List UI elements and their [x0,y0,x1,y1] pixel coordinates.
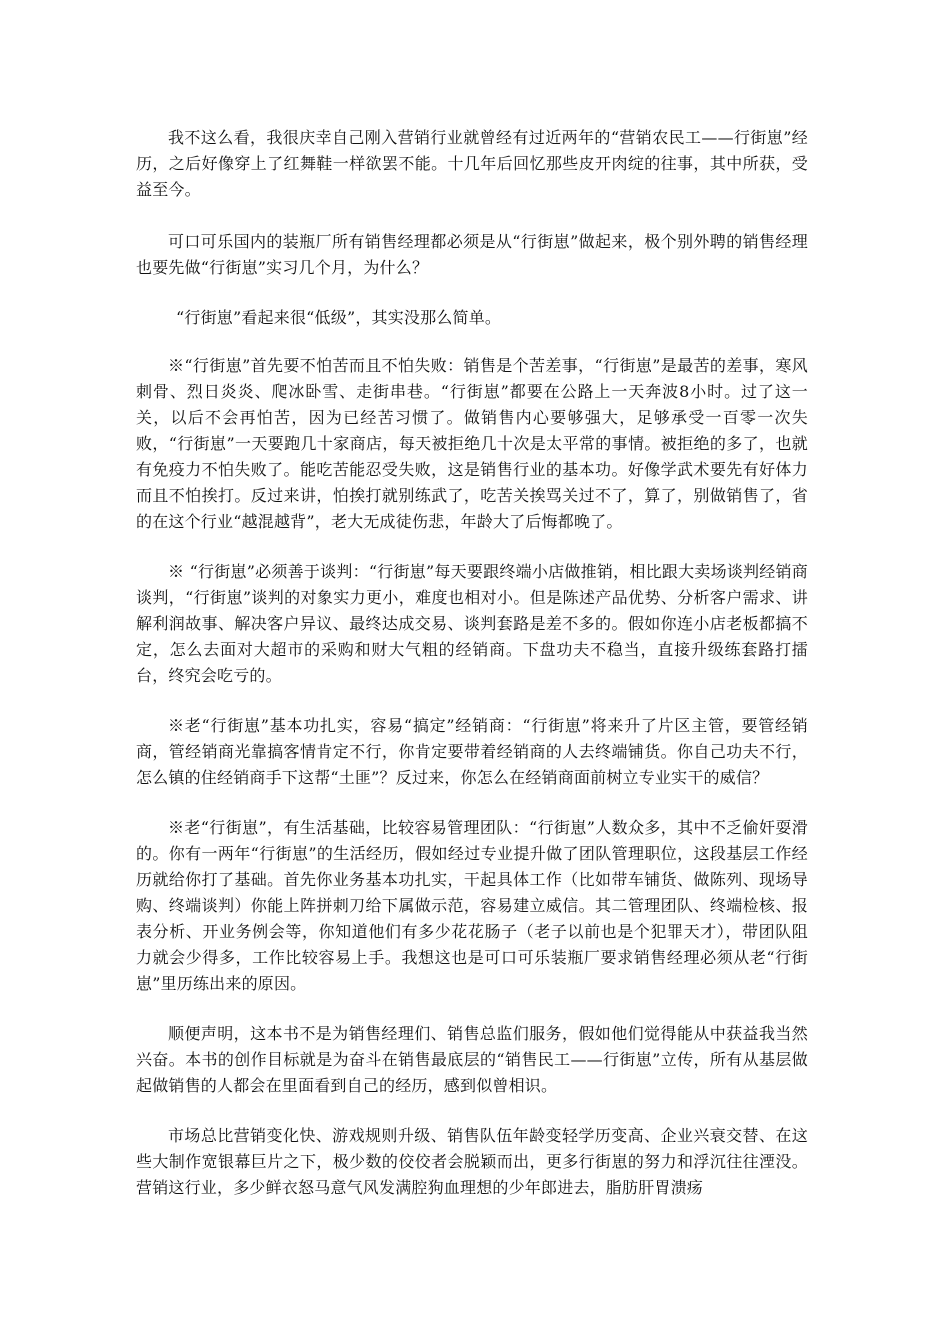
paragraph: ※老“行街崽”，有生活基础，比较容易管理团队：“行街崽”人数众多，其中不乏偷奸耍滑的。你有一两年“行街崽”的生活经历，假如经过专业提升做了团队管理职位，这段基层工作经历就给你打了基础。首先你业务基本功扎实，干起具体工作（比如带车铺货、做陈列、现场导购、终端谈判）你能上阵拼刺刀给下属做示范，容易建立威信。其二管理团队、终端检核、报表分析、开业务例会等，你知道他们有多少花花肠子（老子以前也是个犯罪天才），带团队阻力就会少得多，工作比较容易上手。我想这也是可口可乐装瓶厂要求销售经理必须从老“行街崽”里历练出来的原因。 [136,818,808,993]
paragraph: ※老“行街崽”基本功扎实，容易“搞定”经销商：“行街崽”将来升了片区主管，要管经销商，管经销商光靠搞客情肯定不行，你肯定要带着经销商的人去终端铺货。你自己功夫不行，怎么镇的住经销商手下这帮“土匪”？反过来，你怎么在经销商面前树立专业实干的威信？ [136,716,808,787]
paragraph: “行街崽”看起来很“低级”，其实没那么简单。 [176,308,502,327]
paragraph: ※“行街崽”首先要不怕苦而且不怕失败：销售是个苦差事，“行街崽”是最苦的差事，寒风刺骨、烈日炎炎、爬冰卧雪、走街串巷。“行街崽”都要在公路上一天奔波8小时。过了这一关，以后不会再怕苦，因为已经苦习惯了。做销售内心要够强大，足够承受一百零一次失败，“行街崽”一天要跑几十家商店，每天被拒绝几十次是太平常的事情。被拒绝的多了，也就有免疫力不怕失败了。能吃苦能忍受失败，这是销售行业的基本功。好像学武术要先有好体力而且不怕挨打。反过来讲，怕挨打就别练武了，吃苦关挨骂关过不了，算了，别做销售了，省的在这个行业“越混越背”，老大无成徒伤悲，年龄大了后悔都晚了。 [136,356,808,531]
document-body [136,125,808,1201]
paragraph: 市场总比营销变化快、游戏规则升级、销售队伍年龄变轻学历变高、企业兴衰交替、在这些大制作宽银幕巨片之下，极少数的佼佼者会脱颖而出，更多行街崽的努力和浮沉往往湮没。营销这行业，多少鲜衣怒马意气风发满腔狗血理想的少年郎进去，脂肪肝胃溃疡 [136,1126,808,1197]
paragraph: 我不这么看，我很庆幸自己刚入营销行业就曾经有过近两年的“营销农民工——行街崽”经历，之后好像穿上了红舞鞋一样欲罢不能。十几年后回忆那些皮开肉绽的往事，其中所获，受益至今。 [136,128,808,199]
paragraph: 顺便声明，这本书不是为销售经理们、销售总监们服务，假如他们觉得能从中获益我当然兴奋。本书的创作目标就是为奋斗在销售最底层的“销售民工——行街崽”立传，所有从基层做起做销售的人都会在里面看到自己的经历，感到似曾相识。 [136,1024,808,1095]
paragraph: 可口可乐国内的装瓶厂所有销售经理都必须是从“行街崽”做起来，极个别外聘的销售经理也要先做“行街崽”实习几个月，为什么？ [136,232,808,277]
paragraph: ※ “行街崽”必须善于谈判：“行街崽”每天要跟终端小店做推销，相比跟大卖场谈判经销商谈判，“行街崽”谈判的对象实力更小，难度也相对小。但是陈述产品优势、分析客户需求、讲解利润故事、解决客户异议、最终达成交易、谈判套路是差不多的。假如你连小店老板都搞不定，怎么去面对大超市的采购和财大气粗的经销商。下盘功夫不稳当，直接升级练套路打擂台，终究会吃亏的。 [136,562,808,685]
